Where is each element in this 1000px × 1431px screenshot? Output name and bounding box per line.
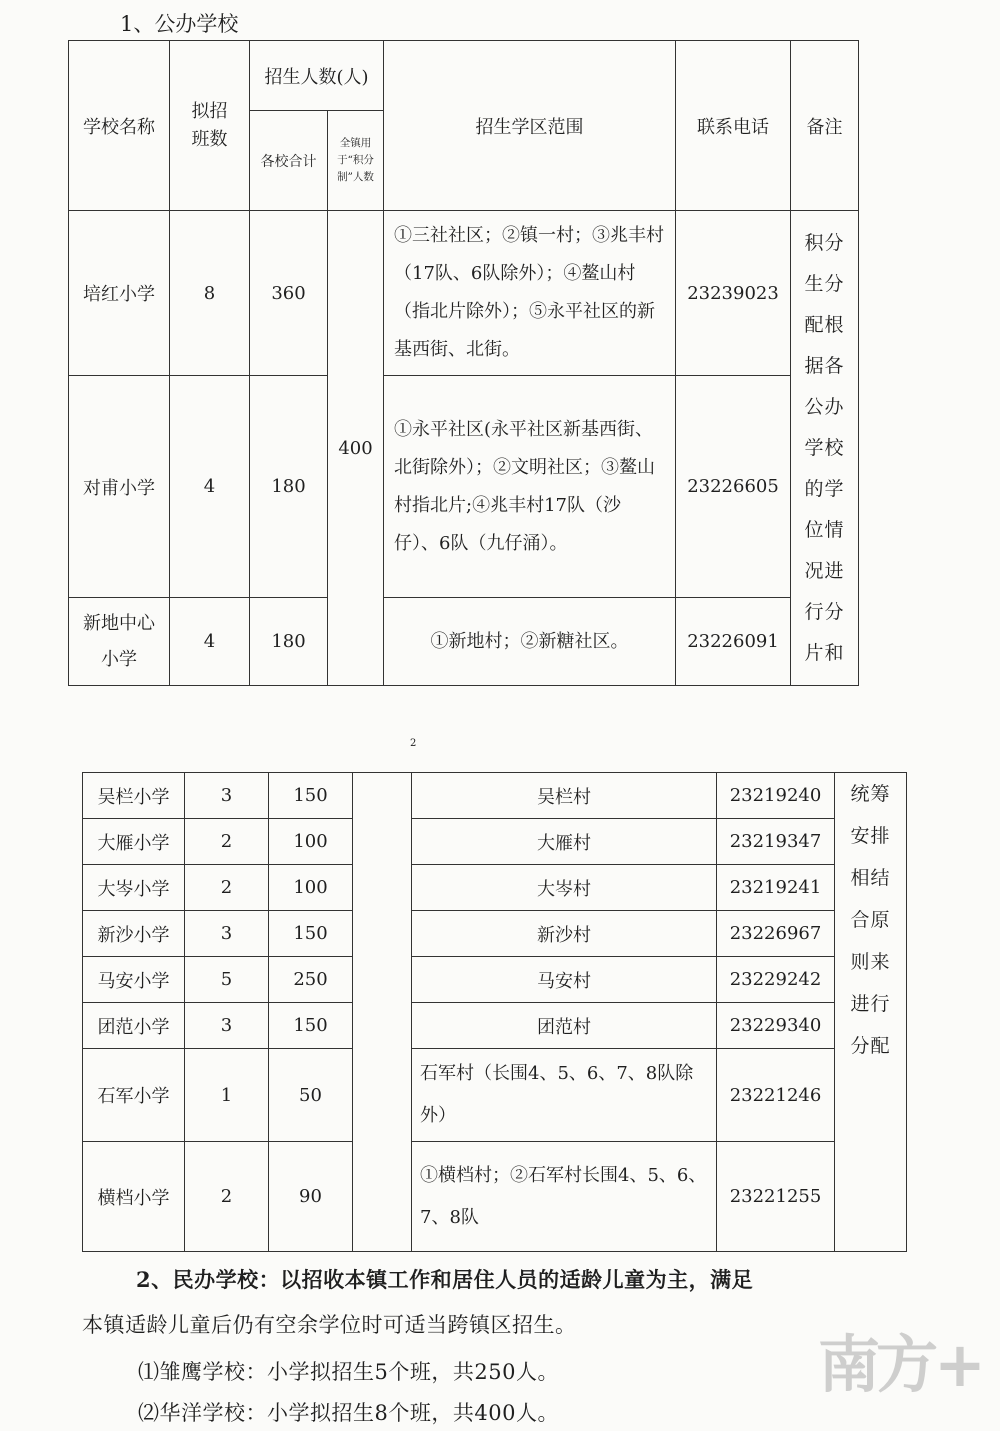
area-cell: 马安村 — [412, 957, 717, 1003]
school-name-cell: 大岑小学 — [83, 865, 185, 911]
section2-item2: ⑵华洋学校：小学拟招生8个班，共400人。 — [138, 1401, 559, 1425]
header-school-name: 学校名称 — [69, 41, 170, 211]
total-cell: 360 — [250, 211, 328, 376]
total-cell: 150 — [269, 773, 353, 819]
classes-cell: 2 — [185, 1142, 269, 1252]
school-name-cell: 对甫小学 — [69, 376, 170, 598]
total-cell: 90 — [269, 1142, 353, 1252]
classes-cell: 2 — [185, 865, 269, 911]
area-cell: 大岑村 — [412, 865, 717, 911]
phone-cell: 23219347 — [717, 819, 835, 865]
watermark-logo: 南方+ — [818, 1328, 982, 1401]
area-cell: 大雁村 — [412, 819, 717, 865]
remarks-cell: 积分生分配根据各公办学校的学位情况进行分片和 — [791, 211, 859, 686]
phone-cell: 23229340 — [717, 1003, 835, 1049]
total-cell: 180 — [250, 598, 328, 686]
school-name-cell: 新地中心小学 — [69, 598, 170, 686]
classes-cell: 1 — [185, 1049, 269, 1142]
total-cell: 100 — [269, 865, 353, 911]
section2-line2: 本镇适龄儿童后仍有空余学位时可适当跨镇区招生。 — [82, 1313, 577, 1337]
phone-cell: 23219240 — [717, 773, 835, 819]
area-cell: ①新地村；②新糖社区。 — [384, 598, 676, 686]
points-total-cell: 400 — [328, 211, 384, 686]
area-cell: 团范村 — [412, 1003, 717, 1049]
classes-cell: 3 — [185, 911, 269, 957]
classes-cell: 2 — [185, 819, 269, 865]
phone-cell: 23221255 — [717, 1142, 835, 1252]
section2-item1: ⑴雏鹰学校：小学拟招生5个班，共250人。 — [138, 1360, 559, 1384]
classes-cell: 4 — [170, 598, 250, 686]
total-cell: 250 — [269, 957, 353, 1003]
phone-cell: 23221246 — [717, 1049, 835, 1142]
area-cell: ①横档村；②石军村长围4、5、6、7、8队 — [412, 1142, 717, 1252]
classes-cell: 3 — [185, 773, 269, 819]
total-cell: 180 — [250, 376, 328, 598]
phone-cell: 23226091 — [676, 598, 791, 686]
header-points-quota: 全镇用于“积分制”人数 — [328, 111, 384, 211]
classes-cell: 3 — [185, 1003, 269, 1049]
header-enroll-count: 招生人数(人) — [250, 41, 384, 111]
classes-cell: 4 — [170, 376, 250, 598]
phone-cell: 23229242 — [717, 957, 835, 1003]
header-remarks: 备注 — [791, 41, 859, 211]
remarks-cell: 统筹安排相结合原则来进行分配 — [835, 773, 907, 1252]
section2-line1: 2、民办学校：以招收本镇工作和居住人员的适龄儿童为主，满足 — [136, 1267, 754, 1292]
classes-cell: 5 — [185, 957, 269, 1003]
area-cell: 吴栏村 — [412, 773, 717, 819]
phone-cell: 23219241 — [717, 865, 835, 911]
school-name-cell: 吴栏小学 — [83, 773, 185, 819]
total-cell: 50 — [269, 1049, 353, 1142]
public-schools-table-part1 — [68, 40, 859, 686]
header-school-total: 各校合计 — [250, 111, 328, 211]
public-schools-table-part2 — [82, 772, 907, 1252]
area-cell: ①三社社区；②镇一村；③兆丰村（17队、6队除外）；④鳌山村（指北片除外）；⑤永平社区的新基西街、北街。 — [384, 211, 676, 376]
school-name-cell: 新沙小学 — [83, 911, 185, 957]
header-classes: 拟招班数 — [170, 41, 250, 211]
area-cell: 新沙村 — [412, 911, 717, 957]
phone-cell: 23239023 — [676, 211, 791, 376]
school-name-cell: 大雁小学 — [83, 819, 185, 865]
phone-cell: 23226605 — [676, 376, 791, 598]
page-number: 2 — [410, 738, 417, 749]
area-cell: ①永平社区(永平社区新基西街、北街除外）；②文明社区；③鳌山村指北片;④兆丰村17队（沙仔）、6队（九仔涌）。 — [384, 376, 676, 598]
school-name-cell: 团范小学 — [83, 1003, 185, 1049]
total-cell: 150 — [269, 911, 353, 957]
area-cell: 石军村（长围4、5、6、7、8队除外） — [412, 1049, 717, 1142]
total-cell: 150 — [269, 1003, 353, 1049]
school-name-cell: 马安小学 — [83, 957, 185, 1003]
phone-cell: 23226967 — [717, 911, 835, 957]
school-name-cell: 培红小学 — [69, 211, 170, 376]
school-name-cell: 石军小学 — [83, 1049, 185, 1142]
classes-cell: 8 — [170, 211, 250, 376]
school-name-cell: 横档小学 — [83, 1142, 185, 1252]
header-phone: 联系电话 — [676, 41, 791, 211]
section1-title: 1、公办学校 — [120, 12, 239, 36]
points-blank-cell — [353, 773, 412, 1252]
total-cell: 100 — [269, 819, 353, 865]
header-area: 招生学区范围 — [384, 41, 676, 211]
